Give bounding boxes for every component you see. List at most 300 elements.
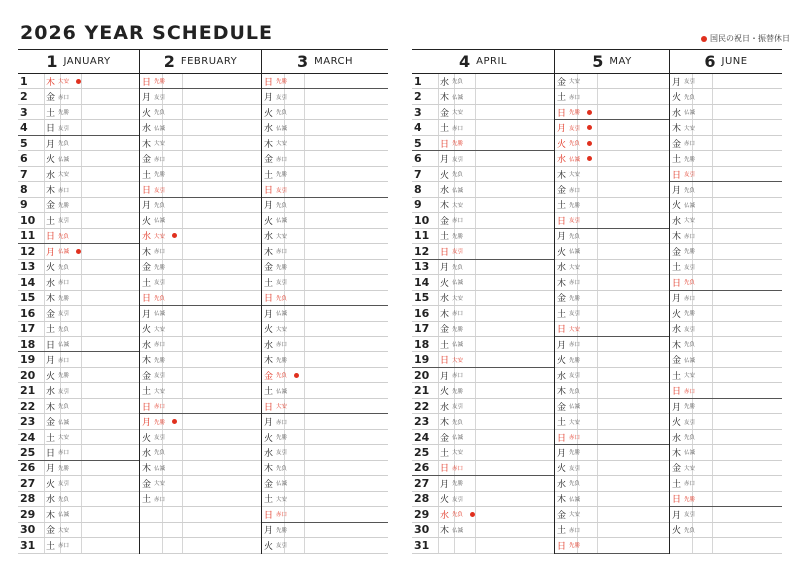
day-row	[670, 74, 782, 89]
weekday-label: 火	[557, 464, 567, 475]
weekday-label: 火	[672, 309, 682, 320]
day-row	[262, 461, 388, 476]
weekday-label: 金	[142, 371, 152, 382]
day-number: 10	[20, 213, 36, 227]
rokuyo-label: 赤口	[684, 141, 696, 148]
weekday-label: 土	[672, 263, 682, 274]
month-february	[140, 50, 262, 554]
holiday-dot-icon	[76, 79, 81, 84]
rokuyo-label: 仏滅	[684, 450, 696, 457]
rokuyo-label: 先負	[58, 326, 70, 333]
day-row	[262, 399, 388, 414]
day-number: 19	[414, 353, 430, 367]
day-number: 13	[20, 260, 36, 274]
day-number: 19	[20, 353, 36, 367]
rokuyo-label: 仏滅	[684, 110, 696, 117]
day-number: 5	[20, 136, 28, 150]
weekday-label: 木	[557, 170, 567, 181]
rokuyo-label: 先勝	[569, 543, 581, 550]
weekday-label: 木	[264, 356, 274, 367]
weekday-label: 木	[46, 77, 56, 88]
day-row	[18, 151, 139, 166]
day-row	[555, 538, 669, 553]
rokuyo-label: 先勝	[154, 357, 166, 364]
month-number: 4	[459, 52, 471, 71]
day-row	[412, 182, 554, 197]
weekday-label: 金	[264, 263, 274, 274]
day-row	[262, 244, 388, 259]
weekday-label: 土	[557, 93, 567, 104]
weekday-label: 土	[142, 387, 152, 398]
day-number: 12	[414, 244, 430, 258]
weekday-label: 土	[46, 216, 56, 227]
day-row	[670, 151, 782, 166]
weekday-label: 水	[142, 232, 152, 243]
holiday-dot-icon	[470, 512, 475, 517]
rokuyo-label: 友引	[154, 435, 166, 442]
weekday-label: 月	[557, 340, 567, 351]
rokuyo-label: 赤口	[276, 342, 288, 349]
rokuyo-label: 大安	[569, 419, 581, 426]
day-row	[18, 74, 139, 89]
weekday-label: 木	[440, 526, 450, 537]
day-number: 12	[20, 244, 36, 258]
weekday-label: 月	[142, 93, 152, 104]
month-header	[262, 50, 388, 74]
weekday-label: 水	[440, 510, 450, 521]
day-number: 7	[20, 167, 28, 181]
rokuyo-label: 赤口	[452, 311, 464, 318]
day-row	[670, 523, 782, 538]
rokuyo-label: 仏滅	[452, 280, 464, 287]
rokuyo-label: 大安	[58, 435, 70, 442]
weekday-label: 金	[142, 155, 152, 166]
day-number: 3	[414, 105, 422, 119]
holiday-dot-icon	[587, 125, 592, 130]
weekday-label: 金	[672, 464, 682, 475]
rokuyo-label: 赤口	[154, 249, 166, 256]
rokuyo-label: 仏滅	[154, 125, 166, 132]
weekday-label: 木	[142, 247, 152, 258]
day-row	[140, 430, 261, 445]
legend-label: 国民の祝日・振替休日	[710, 34, 790, 43]
day-row	[412, 229, 554, 244]
rokuyo-label: 赤口	[276, 419, 288, 426]
day-row	[262, 275, 388, 290]
rokuyo-label: 大安	[58, 172, 70, 179]
day-row	[262, 322, 388, 337]
rokuyo-label: 先勝	[154, 419, 166, 426]
rokuyo-label: 先勝	[58, 295, 70, 302]
day-row	[140, 74, 261, 89]
day-row	[262, 476, 388, 491]
day-row	[555, 461, 669, 476]
month-number: 6	[704, 52, 716, 71]
day-row	[18, 306, 139, 321]
weekday-label: 火	[46, 479, 56, 490]
weekday-label: 金	[142, 263, 152, 274]
weekday-label: 日	[557, 541, 567, 552]
month-name: FEBRUARY	[180, 56, 238, 67]
weekday-label: 土	[264, 387, 274, 398]
page-title: 2026 YEAR SCHEDULE	[20, 22, 273, 44]
rokuyo-label: 友引	[452, 249, 464, 256]
weekday-label: 火	[142, 108, 152, 119]
day-row	[412, 430, 554, 445]
rokuyo-label: 友引	[58, 388, 70, 395]
holiday-dot-icon	[587, 141, 592, 146]
day-row	[412, 523, 554, 538]
rokuyo-label: 赤口	[154, 342, 166, 349]
day-row	[262, 291, 388, 306]
day-rows	[18, 74, 139, 554]
day-row	[140, 492, 261, 507]
day-row	[555, 476, 669, 491]
rokuyo-label: 仏滅	[276, 388, 288, 395]
day-row	[140, 151, 261, 166]
day-row	[555, 198, 669, 213]
rokuyo-label: 先負	[452, 79, 464, 86]
day-number: 24	[20, 430, 36, 444]
day-number: 23	[20, 415, 36, 429]
day-row	[18, 368, 139, 383]
weekday-label: 日	[557, 325, 567, 336]
rokuyo-label: 大安	[276, 496, 288, 503]
weekday-label: 月	[46, 139, 56, 150]
day-row	[140, 198, 261, 213]
rokuyo-label: 友引	[154, 373, 166, 380]
weekday-label: 土	[46, 541, 56, 552]
rokuyo-label: 友引	[569, 311, 581, 318]
day-row	[670, 120, 782, 135]
day-number: 6	[20, 152, 28, 166]
weekday-label: 月	[440, 479, 450, 490]
day-number: 16	[414, 306, 430, 320]
day-row	[555, 74, 669, 89]
weekday-label: 土	[557, 201, 567, 212]
weekday-label: 月	[440, 371, 450, 382]
day-row	[670, 167, 782, 182]
month-name: MAY	[609, 56, 632, 67]
rokuyo-label: 仏滅	[58, 156, 70, 163]
day-row	[670, 430, 782, 445]
weekday-label: 月	[46, 464, 56, 475]
day-row	[18, 89, 139, 104]
rokuyo-label: 仏滅	[276, 481, 288, 488]
day-number: 17	[20, 322, 36, 336]
day-row	[140, 507, 261, 522]
day-row	[18, 476, 139, 491]
weekday-label: 日	[142, 402, 152, 413]
rokuyo-label: 先負	[276, 465, 288, 472]
rokuyo-label: 先負	[154, 450, 166, 457]
day-row	[670, 182, 782, 197]
rokuyo-label: 赤口	[276, 512, 288, 519]
day-number: 13	[414, 260, 430, 274]
rokuyo-label: 友引	[452, 404, 464, 411]
rokuyo-label: 赤口	[58, 357, 70, 364]
weekday-label: 日	[557, 433, 567, 444]
day-rows	[670, 74, 782, 554]
weekday-label: 水	[264, 340, 274, 351]
rokuyo-label: 赤口	[569, 435, 581, 442]
rokuyo-label: 大安	[276, 326, 288, 333]
rokuyo-label: 大安	[569, 512, 581, 519]
rokuyo-label: 大安	[58, 527, 70, 534]
day-row	[18, 352, 139, 367]
day-row	[262, 105, 388, 120]
day-row	[670, 244, 782, 259]
rokuyo-label: 先勝	[452, 481, 464, 488]
day-row	[555, 414, 669, 429]
day-rows	[262, 74, 388, 554]
weekday-label: 木	[557, 387, 567, 398]
day-row	[412, 260, 554, 275]
rokuyo-label: 先勝	[684, 311, 696, 318]
day-row	[18, 523, 139, 538]
weekday-label: 木	[264, 247, 274, 258]
rokuyo-label: 先勝	[276, 264, 288, 271]
rokuyo-label: 先勝	[452, 141, 464, 148]
rokuyo-label: 大安	[154, 388, 166, 395]
rokuyo-label: 大安	[569, 172, 581, 179]
rokuyo-label: 先負	[569, 233, 581, 240]
day-row	[262, 507, 388, 522]
rokuyo-label: 先勝	[684, 156, 696, 163]
day-row	[412, 352, 554, 367]
rokuyo-label: 赤口	[452, 125, 464, 132]
weekday-label: 金	[672, 356, 682, 367]
rokuyo-label: 仏滅	[452, 187, 464, 194]
weekday-label: 土	[264, 495, 274, 506]
rokuyo-label: 友引	[58, 125, 70, 132]
weekday-label: 日	[264, 186, 274, 197]
weekday-label: 水	[672, 108, 682, 119]
weekday-label: 金	[46, 309, 56, 320]
rokuyo-label: 友引	[684, 264, 696, 271]
holiday-dot-icon	[294, 373, 299, 378]
weekday-label: 火	[46, 155, 56, 166]
day-number: 27	[414, 476, 430, 490]
rokuyo-label: 友引	[154, 280, 166, 287]
rokuyo-label: 先勝	[154, 172, 166, 179]
rokuyo-label: 友引	[276, 543, 288, 550]
day-row	[412, 383, 554, 398]
day-row	[555, 105, 669, 120]
weekday-label: 金	[557, 77, 567, 88]
page-right	[412, 49, 782, 554]
weekday-label: 日	[440, 247, 450, 258]
month-header	[670, 50, 782, 74]
rokuyo-label: 先負	[569, 481, 581, 488]
weekday-label: 日	[672, 278, 682, 289]
rokuyo-label: 先勝	[569, 357, 581, 364]
day-row	[555, 368, 669, 383]
rokuyo-label: 仏滅	[452, 435, 464, 442]
day-row	[412, 151, 554, 166]
day-row	[412, 105, 554, 120]
day-row	[262, 74, 388, 89]
day-row	[262, 430, 388, 445]
day-row	[412, 492, 554, 507]
day-number: 18	[20, 337, 36, 351]
weekday-label: 火	[264, 433, 274, 444]
day-number: 28	[20, 492, 36, 506]
weekday-label: 水	[672, 433, 682, 444]
month-header	[555, 50, 669, 74]
weekday-label: 水	[557, 263, 567, 274]
rokuyo-label: 赤口	[569, 187, 581, 194]
day-row	[670, 414, 782, 429]
day-row	[140, 306, 261, 321]
day-row	[18, 492, 139, 507]
day-row	[140, 120, 261, 135]
weekday-label: 木	[672, 124, 682, 135]
weekday-label: 土	[672, 479, 682, 490]
weekday-label: 土	[557, 418, 567, 429]
day-row	[555, 322, 669, 337]
rokuyo-label: 先負	[569, 388, 581, 395]
day-number: 4	[20, 121, 28, 135]
weekday-label: 木	[46, 402, 56, 413]
day-row	[262, 136, 388, 151]
rokuyo-label: 先勝	[452, 326, 464, 333]
weekday-label: 水	[672, 325, 682, 336]
weekday-label: 日	[142, 294, 152, 305]
rokuyo-label: 友引	[276, 94, 288, 101]
day-row	[670, 291, 782, 306]
day-row	[262, 538, 388, 553]
weekday-label: 火	[672, 201, 682, 212]
weekday-label: 火	[440, 170, 450, 181]
weekday-label: 金	[264, 371, 274, 382]
day-number: 23	[414, 415, 430, 429]
day-row	[18, 260, 139, 275]
day-number: 1	[20, 74, 28, 88]
day-row	[262, 260, 388, 275]
weekday-label: 月	[557, 124, 567, 135]
rokuyo-label: 赤口	[569, 94, 581, 101]
rokuyo-label: 仏滅	[276, 218, 288, 225]
rokuyo-label: 先負	[154, 295, 166, 302]
rokuyo-label: 先勝	[684, 249, 696, 256]
weekday-label: 水	[557, 479, 567, 490]
weekday-label: 土	[264, 278, 274, 289]
rokuyo-label: 友引	[684, 79, 696, 86]
day-row	[412, 322, 554, 337]
day-row	[140, 291, 261, 306]
weekday-label: 木	[672, 232, 682, 243]
day-row	[670, 322, 782, 337]
rokuyo-label: 赤口	[58, 543, 70, 550]
rokuyo-label: 先勝	[569, 450, 581, 457]
weekday-label: 火	[142, 325, 152, 336]
rokuyo-label: 仏滅	[452, 94, 464, 101]
day-row	[140, 167, 261, 182]
rokuyo-label: 赤口	[154, 156, 166, 163]
weekday-label: 火	[672, 526, 682, 537]
day-number: 5	[414, 136, 422, 150]
day-row	[555, 492, 669, 507]
rokuyo-label: 先勝	[276, 435, 288, 442]
day-row	[555, 167, 669, 182]
day-row	[412, 275, 554, 290]
day-row	[412, 244, 554, 259]
day-row	[412, 136, 554, 151]
day-number: 25	[20, 445, 36, 459]
day-row	[412, 507, 554, 522]
rokuyo-label: 友引	[154, 187, 166, 194]
day-row	[18, 430, 139, 445]
day-row	[555, 151, 669, 166]
day-number: 15	[414, 291, 430, 305]
weekday-label: 日	[46, 340, 56, 351]
day-row	[18, 445, 139, 460]
rokuyo-label: 大安	[276, 404, 288, 411]
legend	[701, 33, 790, 44]
day-row	[670, 275, 782, 290]
day-row	[140, 538, 261, 553]
day-row	[140, 414, 261, 429]
weekday-label: 月	[672, 186, 682, 197]
weekday-label: 土	[557, 526, 567, 537]
weekday-label: 金	[46, 418, 56, 429]
weekday-label: 火	[264, 325, 274, 336]
weekday-label: 土	[264, 170, 274, 181]
rokuyo-label: 仏滅	[276, 125, 288, 132]
day-row	[412, 414, 554, 429]
weekday-label: 火	[264, 216, 274, 227]
day-row	[262, 492, 388, 507]
day-number: 31	[414, 538, 430, 552]
day-row	[412, 167, 554, 182]
day-number: 21	[20, 384, 36, 398]
rokuyo-label: 先勝	[569, 110, 581, 117]
rokuyo-label: 友引	[276, 450, 288, 457]
month-name: MARCH	[314, 56, 354, 67]
day-row	[412, 399, 554, 414]
weekday-label: 日	[440, 464, 450, 475]
day-row	[555, 306, 669, 321]
rokuyo-label: 先勝	[684, 496, 696, 503]
weekday-label: 月	[264, 309, 274, 320]
day-row	[140, 244, 261, 259]
day-row	[262, 167, 388, 182]
weekday-label: 水	[264, 124, 274, 135]
day-number: 22	[20, 399, 36, 413]
day-row	[262, 89, 388, 104]
rokuyo-label: 友引	[58, 218, 70, 225]
weekday-label: 火	[672, 93, 682, 104]
rokuyo-label: 赤口	[684, 295, 696, 302]
weekday-label: 月	[142, 201, 152, 212]
rokuyo-label: 赤口	[684, 233, 696, 240]
rokuyo-label: 大安	[569, 264, 581, 271]
weekday-label: 日	[142, 77, 152, 88]
day-number: 29	[414, 507, 430, 521]
rokuyo-label: 先負	[154, 202, 166, 209]
day-row	[18, 507, 139, 522]
rokuyo-label: 友引	[684, 512, 696, 519]
rokuyo-label: 先勝	[58, 465, 70, 472]
rokuyo-label: 先負	[569, 141, 581, 148]
rokuyo-label: 先負	[58, 496, 70, 503]
day-number: 26	[20, 461, 36, 475]
day-row	[140, 322, 261, 337]
day-number: 30	[414, 523, 430, 537]
weekday-label: 金	[46, 526, 56, 537]
weekday-label: 火	[557, 356, 567, 367]
